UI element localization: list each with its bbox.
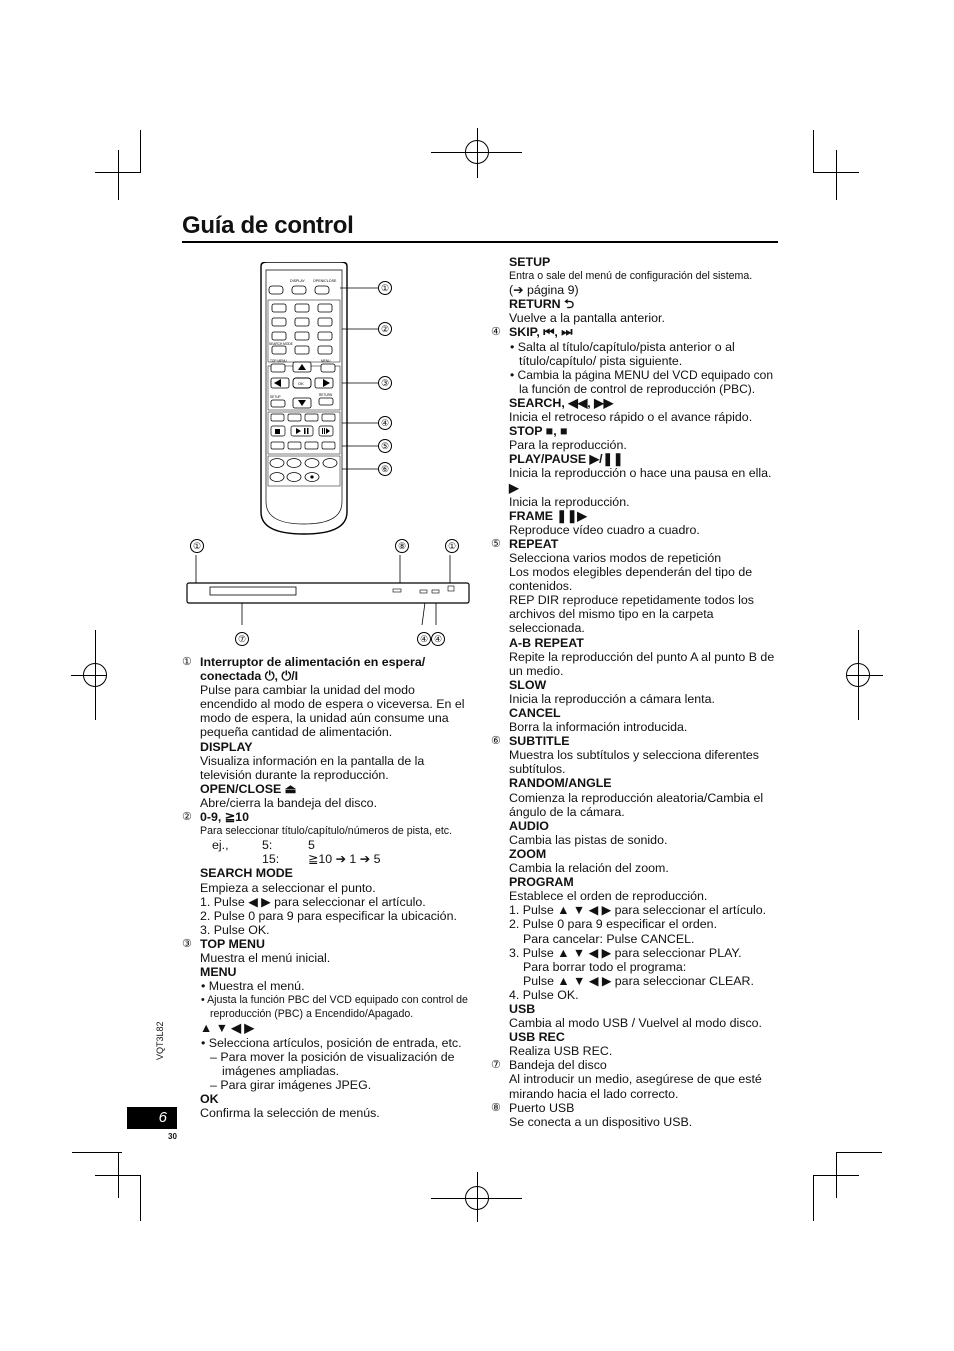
registration-mark [465, 1186, 489, 1210]
usb-rec-heading: USB REC [509, 1030, 565, 1045]
search-ff-text: Inicia el retroceso rápido o el avance rápido. [509, 410, 753, 425]
player-unit-illustration [186, 555, 471, 635]
search-ff-heading: SEARCH, ◀◀, ▶▶ [509, 395, 614, 410]
entry-2 [182, 810, 474, 937]
unit-power-button[interactable] [448, 586, 454, 591]
display-heading: DISPLAY [200, 739, 253, 754]
document-code: VQT3L82 [155, 1021, 165, 1060]
stop-text: Para la reproducción. [509, 438, 627, 453]
skip-bullet: • Cambia la página MENU del VCD equipado con la función de control de reproducción (PBC). [510, 367, 774, 396]
setup-text: Entra o sale del menú de configuración del sistema. [509, 270, 753, 283]
usb-port-text: Se conecta a un dispositivo USB. [509, 1114, 693, 1129]
record-dot-icon [310, 475, 313, 478]
entry-number: ⑦ [491, 1059, 501, 1072]
entry-4 [491, 325, 783, 536]
crop-mark [836, 1152, 882, 1153]
skip-back-button[interactable] [271, 414, 284, 421]
remote-search-mode-label: SEARCH MODE [269, 342, 293, 346]
usb-rec-text: Realiza USB REC. [509, 1044, 613, 1059]
unit-skip-back-button[interactable] [420, 590, 427, 593]
menu-bullet: • Muestra el menú. [201, 979, 305, 994]
play-text: Inicia la reproducción. [509, 494, 630, 509]
registration-mark [465, 140, 489, 164]
entry-number: ② [182, 811, 192, 824]
usb-button[interactable] [287, 473, 301, 482]
digit-button[interactable] [295, 304, 309, 312]
subtitle-heading: SUBTITLE [509, 734, 570, 749]
left-column [182, 655, 474, 1120]
arrows-heading: ▲ ▼ ◀ ▶ [200, 1021, 254, 1036]
disc-tray-heading: Bandeja del disco [509, 1058, 607, 1073]
display-text: Visualiza información en la pantalla de la televisión durante la reproducción. [200, 753, 425, 782]
example-cell: ≧10 ➔ 1 ➔ 5 [308, 852, 381, 867]
cancel-heading: CANCEL [509, 706, 561, 720]
crop-mark [72, 1152, 122, 1153]
crop-mark [118, 150, 119, 200]
registration-mark [83, 663, 107, 687]
entry-number: ④ [491, 326, 501, 339]
play-pause-button[interactable] [291, 426, 313, 436]
frame-heading: FRAME ❚❚▶ [509, 508, 587, 523]
callout-7: ⑦ [235, 632, 249, 646]
program-step: 2. Pulse 0 para 9 especificar el orden. [509, 917, 718, 932]
remote-top-menu-label: TOP MENU [270, 359, 287, 363]
crop-mark [836, 150, 837, 200]
menu-bullet: • Ajusta la función PBC del VCD equipado con control de reproducción (PBC) a Encendido/Apagado. [201, 994, 468, 1021]
program-step: 4. Pulse OK. [509, 987, 579, 1002]
audio-text: Cambia las pistas de sonido. [509, 832, 668, 847]
remote-return-label: RETURN [319, 393, 333, 397]
crop-mark [836, 1152, 837, 1198]
program-button[interactable] [270, 473, 284, 482]
callout-1-unit: ① [190, 539, 204, 553]
arrows-dash: – Para girar imágenes JPEG. [210, 1077, 372, 1092]
digit-button[interactable] [295, 346, 309, 354]
digit-button[interactable] [272, 318, 286, 326]
repeat-button[interactable] [271, 442, 284, 449]
skip-forward-button[interactable] [288, 414, 301, 421]
ab-repeat-text: Repite la reproducción del punto A al punto B de un medio. [509, 649, 775, 678]
setup-ref: (➔ página 9) [509, 283, 579, 298]
remote-menu-label: MENU [321, 359, 331, 363]
zoom-heading: ZOOM [509, 846, 547, 861]
search-step: 1. Pulse ◀ ▶ para seleccionar el artículo. [200, 894, 426, 909]
example-row [200, 838, 474, 852]
program-note: Pulse ▲ ▼ ◀ ▶ para seleccionar CLEAR. [523, 973, 754, 988]
arrows-bullet: • Selecciona artículos, posición de entrada, etc. [201, 1035, 462, 1050]
return-text: Vuelve a la pantalla anterior. [509, 311, 665, 326]
program-note: Para cancelar: Pulse CANCEL. [523, 931, 695, 946]
entry-7 [491, 1058, 783, 1100]
random-heading: RANDOM/ANGLE [509, 776, 612, 791]
example-row [200, 852, 474, 866]
program-step: 1. Pulse ▲ ▼ ◀ ▶ para seleccionar el artículo. [509, 903, 767, 918]
rewind-button[interactable] [305, 414, 318, 421]
display-button[interactable] [292, 286, 306, 294]
digit-button[interactable] [295, 318, 309, 326]
slow-button[interactable] [305, 442, 318, 449]
callout-1: ① [378, 281, 392, 295]
digit-button[interactable] [272, 304, 286, 312]
search-mode-text: Empieza a seleccionar el punto. [200, 880, 376, 895]
repeat-text: Los modos elegibles dependerán del tipo de contenidos. [509, 565, 753, 594]
numbers-heading: 0-9, ≧10 [200, 810, 249, 825]
right-column [491, 255, 783, 1129]
crop-mark [140, 1175, 141, 1221]
open-close-button[interactable] [315, 286, 329, 294]
entry-number: ① [182, 656, 192, 668]
example-cell: 5 [308, 838, 315, 853]
random-text: Comienza la reproducción aleatoria/Cambia el ángulo de la cámara. [509, 790, 764, 819]
example-cell [212, 852, 262, 866]
title-rule [182, 241, 778, 243]
ok-heading: OK [200, 1091, 219, 1106]
search-step: 2. Pulse 0 para 9 para especificar la ubicación. [200, 908, 457, 923]
entry-1 [182, 655, 474, 810]
subtitle-text: Muestra los subtítulos y selecciona diferentes subtítulos. [509, 748, 760, 777]
crop-mark [140, 130, 141, 172]
search-mode-heading: SEARCH MODE [200, 866, 293, 881]
power-button[interactable] [269, 286, 283, 294]
callout-6: ⑥ [378, 462, 392, 476]
open-close-heading: OPEN/CLOSE ⏏ [200, 781, 297, 796]
power-switch-heading: Interruptor de alimentación en espera/ conectada ⏻, ⏻/I [200, 655, 426, 684]
play-pause-heading: PLAY/PAUSE ▶/❚❚ [509, 452, 624, 467]
callout-4-unit-b: ④ [431, 632, 445, 646]
disc-tray[interactable] [210, 587, 296, 595]
top-menu-text: Muestra el menú inicial. [200, 950, 331, 965]
program-text: Establece el orden de reproducción. [509, 889, 708, 904]
random-angle-button[interactable] [287, 459, 301, 468]
page-title: Guía de control [182, 212, 354, 239]
page-box: 6 [127, 1107, 177, 1129]
callout-3: ③ [378, 376, 392, 390]
digit-button[interactable] [272, 332, 286, 340]
entry-number: ③ [182, 937, 192, 950]
stop-heading: STOP ■, ■ [509, 424, 568, 439]
repeat-heading: REPEAT [509, 536, 559, 551]
example-cell: 15: [262, 852, 280, 867]
entry-number: ⑧ [491, 1101, 501, 1114]
crop-mark [813, 1175, 814, 1221]
usb-port[interactable] [393, 589, 401, 592]
slow-heading: SLOW [509, 677, 547, 692]
remote-ok-label: OK [298, 381, 304, 386]
program-note: Para borrar todo el programa: [523, 959, 687, 974]
program-step: 3. Pulse ▲ ▼ ◀ ▶ para seleccionar PLAY. [509, 945, 742, 960]
remote-open-close-label: OPEN/CLOSE [313, 279, 337, 283]
frame-text: Reproduce vídeo cuadro a cuadro. [509, 522, 700, 537]
top-menu-heading: TOP MENU [200, 936, 265, 951]
example-cell: 5: [262, 838, 273, 853]
repeat-text: REP DIR reproduce repetidamente todos los archivos del mismo tipo en la carpeta seleccionada. [509, 593, 754, 636]
play-heading: ▶ [509, 480, 519, 495]
top-menu-button[interactable] [271, 364, 285, 372]
callout-4: ④ [378, 416, 392, 430]
entry-3-cont [491, 255, 783, 325]
repeat-text: Selecciona varios modos de repetición [509, 550, 722, 565]
ok-text: Confirma la selección de menús. [200, 1106, 380, 1120]
skip-heading: SKIP, ⏮, ⏭ [509, 325, 573, 340]
remote-display-label: DISPLAY [290, 279, 305, 283]
power-switch-text: Pulse para cambiar la unidad del modo encendido al modo de espera o viceversa. En el modo de espera, la unidad aún consume una pequeña cantidad de alimentación. [200, 683, 465, 740]
play-pause-text: Inicia la reproducción o hace una pausa en ella. [509, 466, 772, 481]
example-cell: ej., [212, 838, 229, 853]
entry-number: ⑤ [491, 537, 501, 550]
open-close-text: Abre/cierra la bandeja del disco. [200, 795, 378, 810]
callout-1-unit-right: ① [445, 539, 459, 553]
callout-2: ② [378, 322, 392, 336]
callout-8: ⑧ [395, 539, 409, 553]
zoom-text: Cambia la relación del zoom. [509, 861, 669, 876]
crop-mark [813, 130, 814, 172]
usb-text: Cambia al modo USB / Vuelvel al modo disco. [509, 1016, 762, 1031]
entry-5 [491, 537, 783, 734]
slow-text: Inicia la reproducción a cámara lenta. [509, 691, 715, 706]
ab-repeat-button[interactable] [288, 442, 301, 449]
entry-number: ⑥ [491, 735, 501, 748]
remote-setup-label: SETUP [270, 395, 281, 399]
crop-mark [118, 1152, 119, 1198]
unit-skip-forward-button[interactable] [432, 590, 439, 593]
ab-repeat-heading: A-B REPEAT [509, 635, 584, 650]
arrows-dash: – Para mover la posición de visualización de imágenes ampliadas. [210, 1049, 455, 1078]
audio-button[interactable] [305, 459, 319, 468]
entry-3 [182, 937, 474, 1120]
numbers-text: Para seleccionar título/capítulo/números de pista, etc. [200, 825, 453, 838]
remote-callout-lines [330, 280, 380, 480]
page-number: 30 [168, 1132, 177, 1141]
digit-button[interactable] [295, 332, 309, 340]
menu-heading: MENU [200, 965, 237, 980]
subtitle-button[interactable] [270, 459, 284, 468]
cancel-text: Borra la información introducida. [509, 720, 688, 735]
search-step: 3. Pulse OK. [200, 922, 270, 937]
usb-heading: USB [509, 1001, 536, 1016]
registration-mark [846, 663, 870, 687]
program-heading: PROGRAM [509, 875, 574, 890]
callout-5: ⑤ [378, 439, 392, 453]
entry-8 [491, 1101, 783, 1129]
stop-icon [275, 429, 280, 434]
return-heading: RETURN ⮌ [509, 297, 574, 312]
search-mode-button[interactable] [272, 346, 286, 354]
setup-heading: SETUP [509, 255, 551, 269]
disc-tray-text: Al introducir un medio, asegúrese de que esté mirando hacia el lado correcto. [509, 1072, 762, 1101]
setup-button[interactable] [271, 400, 285, 407]
audio-heading: AUDIO [509, 818, 549, 833]
callout-4-unit-a: ④ [417, 632, 431, 646]
entry-6 [491, 734, 783, 1058]
usb-port-heading: Puerto USB [509, 1100, 575, 1115]
skip-bullet: • Salta al título/capítulo/pista anterior o al título/capítulo/ pista siguiente. [510, 339, 735, 368]
